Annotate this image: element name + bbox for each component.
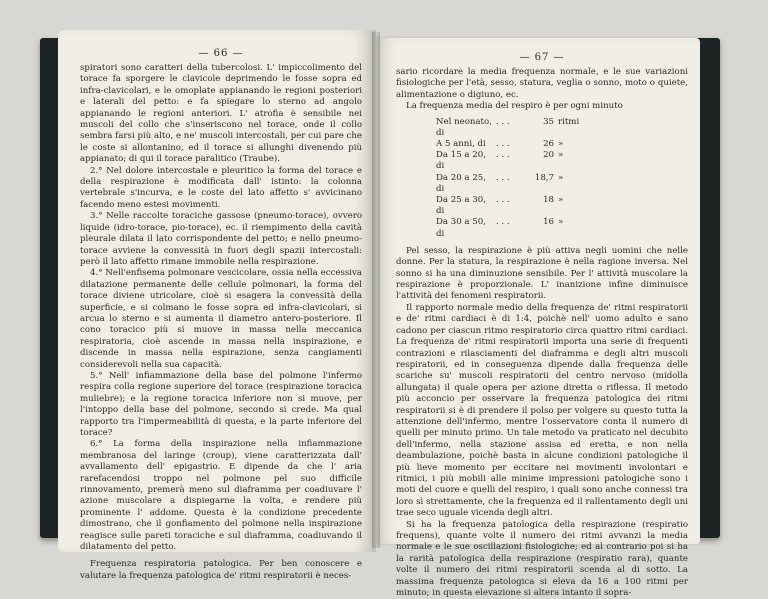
paragraph: 2.° Nel dolore intercostale e pleuritico la forma del torace e della respirazione è modificata dall' istinto: la colonna vertebrale s'incurva, e le coste del lato affetto s' avvicinano facendo meno estesi movimenti.: [80, 165, 362, 210]
table-row: Da 25 a 30, di . . . 18 »: [436, 195, 564, 217]
paragraph: 4.° Nell'enfisema polmonare vescicolare, ossia nella eccessiva dilatazione permanente delle cellule polmonari, la forma del torace diviene utricolare, cioè si esagera la convessità della superficie, e si colmano le fosse sopra ed infra-clavicolari, si arcua lo sterno e si aumenta il diametro antero-posteriore. Il cono toracico più si muove in massa nella meccanica respiratoria, cioè ascende in massa nella inspirazione, e discende in massa nella espirazione, senza cangiamenti considerevoli nella sua capacità.: [80, 268, 362, 370]
paragraph: spiratori sono caratteri della tubercolosi. L' impiccolimento del torace fa sporgere le clavicole deprimendo le fosse sopra ed infra-clavicolari, e le omoplate appianando le regioni posteriori e laterali del petto: e fa spiegare lo sterno ad angolo appianando le regioni anteriori. L' atrofia è sensibile nei muscoli del collo che s'inseriscono nel torace, onde il collo sembra farsi più alto, e ne' muscoli intercostali, per cui pare che le coste si allontanino, ed il torace si allunghi divenendo più appianato; di qui il torace paralitico (Traube).: [80, 63, 362, 165]
row-unit: »: [558, 217, 564, 228]
book-gutter: [372, 32, 380, 548]
table-row: A 5 anni, di . . . 26 »: [436, 139, 564, 150]
row-value: 16: [543, 217, 554, 228]
right-page-text: [396, 67, 688, 113]
paragraph: Si ha la frequenza patologica della respirazione (respiratio frequens), quante volte il numero dei ritmi avvanzi la media normale e le sue oscillazioni fisiologiche; ed al contrario poi si ha la rarità patologica della respirazione (respiratio rara), quante volte il numero dei ritmi respiratorii scenda al di sotto. La massima frequenza patologica si eleva da 16 a 100 ritmi per minuto; in questa elevazione si altera intanto il sopra-: [396, 519, 688, 599]
respiration-table: [436, 117, 688, 240]
row-unit: ritmi: [558, 116, 580, 127]
paragraph: Frequenza respiratoria patologica. Per ben conoscere e valutare la frequenza patologica de' ritmi respiratorii è neces-: [80, 559, 362, 581]
row-value: 35: [543, 116, 554, 127]
row-value: 18,7: [534, 172, 554, 183]
row-label: Da 15 a 20, di: [436, 150, 486, 172]
paragraph: sario ricordare la media frequenza normale, e le sue variazioni fisiologiche per l'età, sesso, statura, veglia o sonno, moto o quiete, alimentazione o digiuno, ec.: [396, 67, 688, 100]
row-label: Nel neonato, di: [436, 116, 492, 138]
row-unit: »: [558, 195, 564, 206]
row-value: 18: [543, 195, 554, 206]
row-label: Da 25 a 30, di: [436, 195, 486, 217]
page-number-right: — 67 —: [519, 52, 565, 63]
page-number-left: — 66 —: [198, 48, 244, 59]
left-page: [58, 30, 376, 581]
paragraph: 5.° Nell' infiammazione della base del polmone l'infermo respira colla regione superiore del torace (respirazione toracica muliebre); e la regione toracica inferiore non si muove, per l'intoppo della base del polmone, secondo si crede. Ma qual rapporto tra l'impermeabilità di questa, e la parte inferiore del torace?: [80, 370, 362, 438]
paragraph: 6.° La forma della inspirazione nella infiammazione membranosa del laringe (croup), viene caratterizzata dall' avvallamento dell' epigastrio. E dipende da che l' aria rarefacendosi troppo nel polmone pel suo difficile rinnovamento, premerà meno sul diaframma per coadiuvare l' azione muscolare a dispiegarne la volta, e rendere più prominente l' addome. Questa è la condizione precedente dimostrano, che il gonfiamento del polmone nella inspirazione reagisce sulle pareti toraciche e sul diaframma, coadiuvando il dilatamento del petto.: [80, 439, 362, 553]
row-unit: »: [558, 172, 564, 183]
left-page-text: [80, 63, 362, 582]
row-label: A 5 anni, di: [436, 139, 486, 150]
row-value: 20: [543, 150, 554, 161]
table-row: Nel neonato, di . . . 35 ritmi: [436, 116, 580, 138]
row-label: Da 30 a 50, di: [436, 217, 486, 239]
row-label: Da 20 a 25, di: [436, 172, 486, 194]
right-page: [376, 38, 700, 599]
row-value: 26: [543, 139, 554, 150]
paragraph: Il rapporto normale medio della frequenza de' ritmi respiratorii e de' ritmi cardiaci è di 1:4, poichè nell' uomo adulto e sano cadono per ciascun ritmo respiratorio circa quattro ritmi cardiaci. La frequenza de' ritmi respiratorii importa una serie di frequenti contrazioni e rilasciamenti del diaframma e degli altri muscoli respiratorii, ed in conseguenza dipende dalla frequenza delle scariche su' muscoli respiratorii del centro nervoso (midolla allungata) il quale opera per azione diretta o riflessa. Il metodo più acconcio per osservare la frequenza patologica dei ritmi respiratorii si è di prendere il polso per volgere su questo tutta la attenzione dell'infermo, mentre l'osservatore conta il numero di quelli per minuto primo. Un tale metodo va praticato nel decubito dell'infermo, nella stazione assisa ed eretta, e non nella deambulazione, poichè basta in alcune condizioni patologiche il più lieve momento per eccitare nei movimenti involontari e ritmici, i più mobili alle minime impressioni patologiche sono i moti del cuore e quelli del respiro, i quali sono anche connessi tra loro sì strettamente, che la frequenza ed il rallentamento degli uni trae seco uguale vicenda degli altri.: [396, 302, 688, 519]
table-row: Da 30 a 50, di . . . 16 »: [436, 217, 564, 239]
paragraph: 3.° Nelle raccolte toraciche gassose (pneumo-torace), ovvero liquide (idro-torace, pio-torace), ec. il riempimento della cavità pleurale dilata il lato corrispondente del petto; e nello pneumo-torace avviene la convessità in fuori degli spazii intercostali: però il lato affetto rimane immobile nella respirazione.: [80, 211, 362, 267]
row-unit: »: [558, 139, 564, 150]
table-row: Da 15 a 20, di . . . 20 »: [436, 150, 564, 172]
table-row: Da 20 a 25, di . . . 18,7 »: [436, 172, 564, 194]
paragraph: Pel sesso, la respirazione è più attiva negli uomini che nelle donne. Per la statura, la respirazione è nella ragione inversa. Nel sonno si ha una diminuzione sensibile. Per l' attività muscolare la respirazione è proporzionale. L' inanizione infine diminuisce l'attività dei fenomeni respiratorii.: [396, 245, 688, 302]
table-title: La frequenza media del respiro è per ogni minuto: [406, 101, 623, 112]
right-page-text-body: [396, 246, 688, 599]
row-unit: »: [558, 150, 564, 161]
